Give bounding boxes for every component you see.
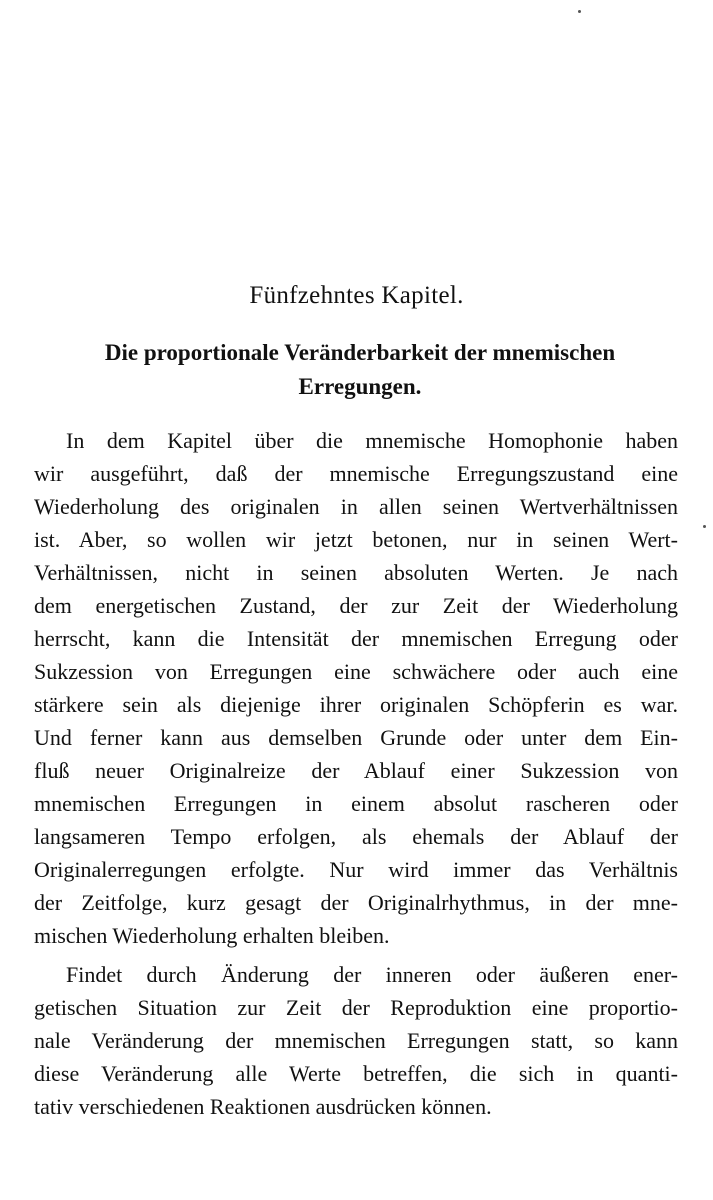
chapter-subtitle-line-1: Die proportionale Veränderbarkeit der mnemischen (104, 340, 616, 365)
body-text (34, 424, 678, 1129)
text-line: Verhältnissen, nicht in seinen absoluten Werten. Je nach (34, 560, 678, 585)
text-line: fluß neuer Originalreize der Ablauf einer Sukzession von (34, 758, 678, 783)
paragraph-2 (34, 958, 678, 1123)
text-line: ist. Aber, so wollen wir jetzt betonen, nur in seinen Wert- (34, 527, 678, 552)
text-line: getischen Situation zur Zeit der Reproduktion eine proportio- (34, 995, 678, 1020)
text-line: wir ausgeführt, daß der mnemische Erregungszustand eine (34, 461, 678, 486)
text-line: diese Veränderung alle Werte betreffen, die sich in quanti- (34, 1061, 678, 1086)
scan-speck (578, 10, 581, 13)
text-line: Und ferner kann aus demselben Grunde oder unter dem Ein- (34, 725, 678, 750)
chapter-heading: Fünfzehntes Kapitel. (249, 282, 464, 309)
text-line: tativ verschiedenen Reaktionen ausdrücken können. (34, 1094, 492, 1119)
text-line: stärkere sein als diejenige ihrer originalen Schöpferin es war. (34, 692, 678, 717)
scan-speck (703, 525, 706, 528)
chapter-subtitle-line-2: Erregungen. (298, 374, 422, 399)
text-line: nale Veränderung der mnemischen Erregungen statt, so kann (34, 1028, 678, 1053)
text-line: Sukzession von Erregungen eine schwächere oder auch eine (34, 659, 678, 684)
text-line: In dem Kapitel über die mnemische Homophonie haben (66, 428, 678, 453)
text-line: Wiederholung des originalen in allen seinen Wertverhältnissen (34, 494, 678, 519)
paragraph-1 (34, 424, 678, 952)
text-line: Originalerregungen erfolgte. Nur wird immer das Verhältnis (34, 857, 678, 882)
text-line: mischen Wiederholung erhalten bleiben. (34, 923, 390, 948)
text-line: langsameren Tempo erfolgen, als ehemals der Ablauf der (34, 824, 678, 849)
text-line: dem energetischen Zustand, der zur Zeit der Wiederholung (34, 593, 678, 618)
text-line: mnemischen Erregungen in einem absolut rascheren oder (34, 791, 678, 816)
chapter-subtitle (60, 336, 660, 404)
text-line: Findet durch Änderung der inneren oder äußeren ener- (66, 962, 678, 987)
text-line: herrscht, kann die Intensität der mnemischen Erregung oder (34, 626, 678, 651)
text-line: der Zeitfolge, kurz gesagt der Originalrhythmus, in der mne- (34, 890, 678, 915)
